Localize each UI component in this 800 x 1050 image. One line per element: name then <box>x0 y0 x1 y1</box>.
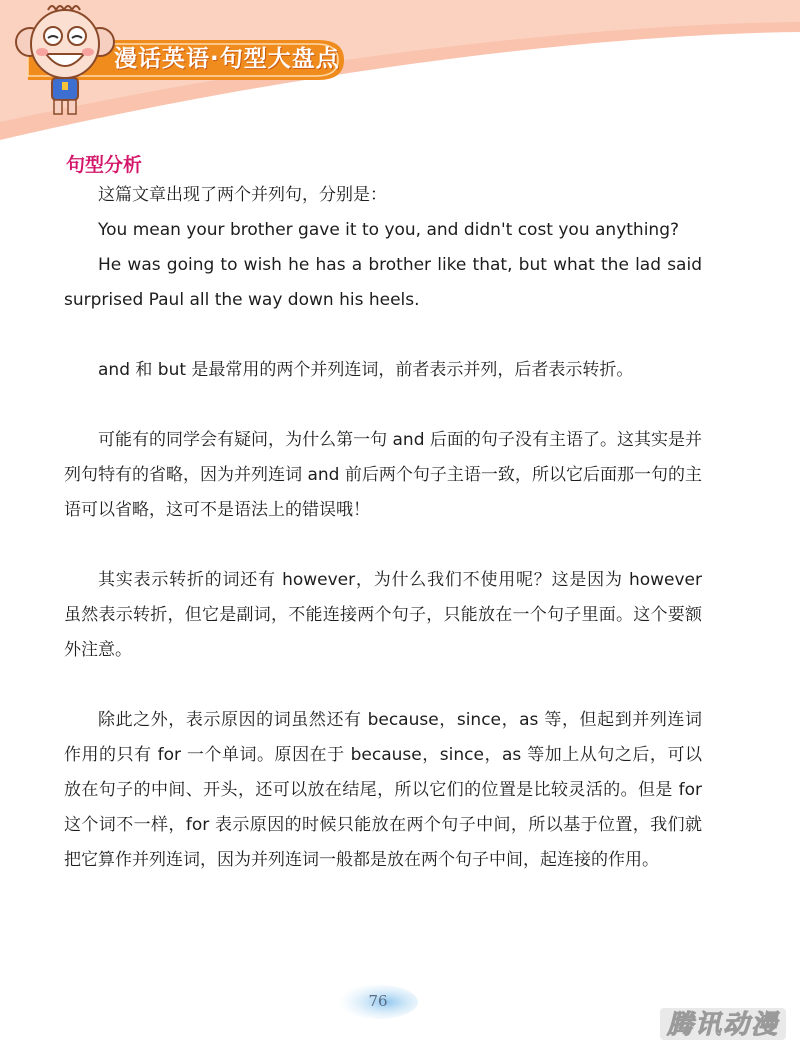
watermark-text: 腾讯动漫 <box>666 1010 779 1040</box>
page-number: 76 <box>368 992 388 1010</box>
header-banner <box>0 0 800 150</box>
paragraph-intro: 这篇文章出现了两个并列句，分别是： <box>98 185 387 205</box>
paragraph-conjunctions: and 和 but 是最常用的两个并列连词，前者表示并列，后者表示转折。 <box>98 360 634 380</box>
paragraph-however: 其实表示转折的词还有 however，为什么我们不使用呢？这是因为 however 虽然表示转折，但它是副词，不能连接两个句子，只能放在一个句子里面。这个要额外注意。 <box>64 570 702 660</box>
example-sentence-1: You mean your brother gave it to you, and didn't cost you anything? <box>98 220 680 240</box>
paragraph-omission: 可能有的同学会有疑问，为什么第一句 and 后面的句子没有主语了。这其实是并列句特有的省略，因为并列连词 and 前后两个句子主语一致，所以它后面那一句的主语可以省略，这可不是语法上的错误哦！ <box>64 430 702 520</box>
paragraph-for: 除此之外，表示原因的词虽然还有 because，since，as 等，但起到并列连词作用的只有 for 一个单词。原因在于 because，since，as 等加上从句之后，可以放在句子的中间、开头，还可以放在结尾，所以它们的位置是比较灵活的。但是 for 这个词不一样，for 表示原因的时候只能放在两个句子中间，所以基于位置，我们就把它算作并列连词，因为并列连词一般都是放在两个句子中间，起连接的作用。 <box>64 710 702 870</box>
mascot-boy-icon <box>10 2 120 120</box>
section-title: 句型分析 <box>66 154 143 176</box>
article-body <box>64 178 702 878</box>
banner-title: 漫话英语·句型大盘点 <box>114 46 340 72</box>
example-sentence-2: He was going to wish he has a brother like that, but what the lad said surprised Paul all the way down his heels. <box>64 255 702 310</box>
